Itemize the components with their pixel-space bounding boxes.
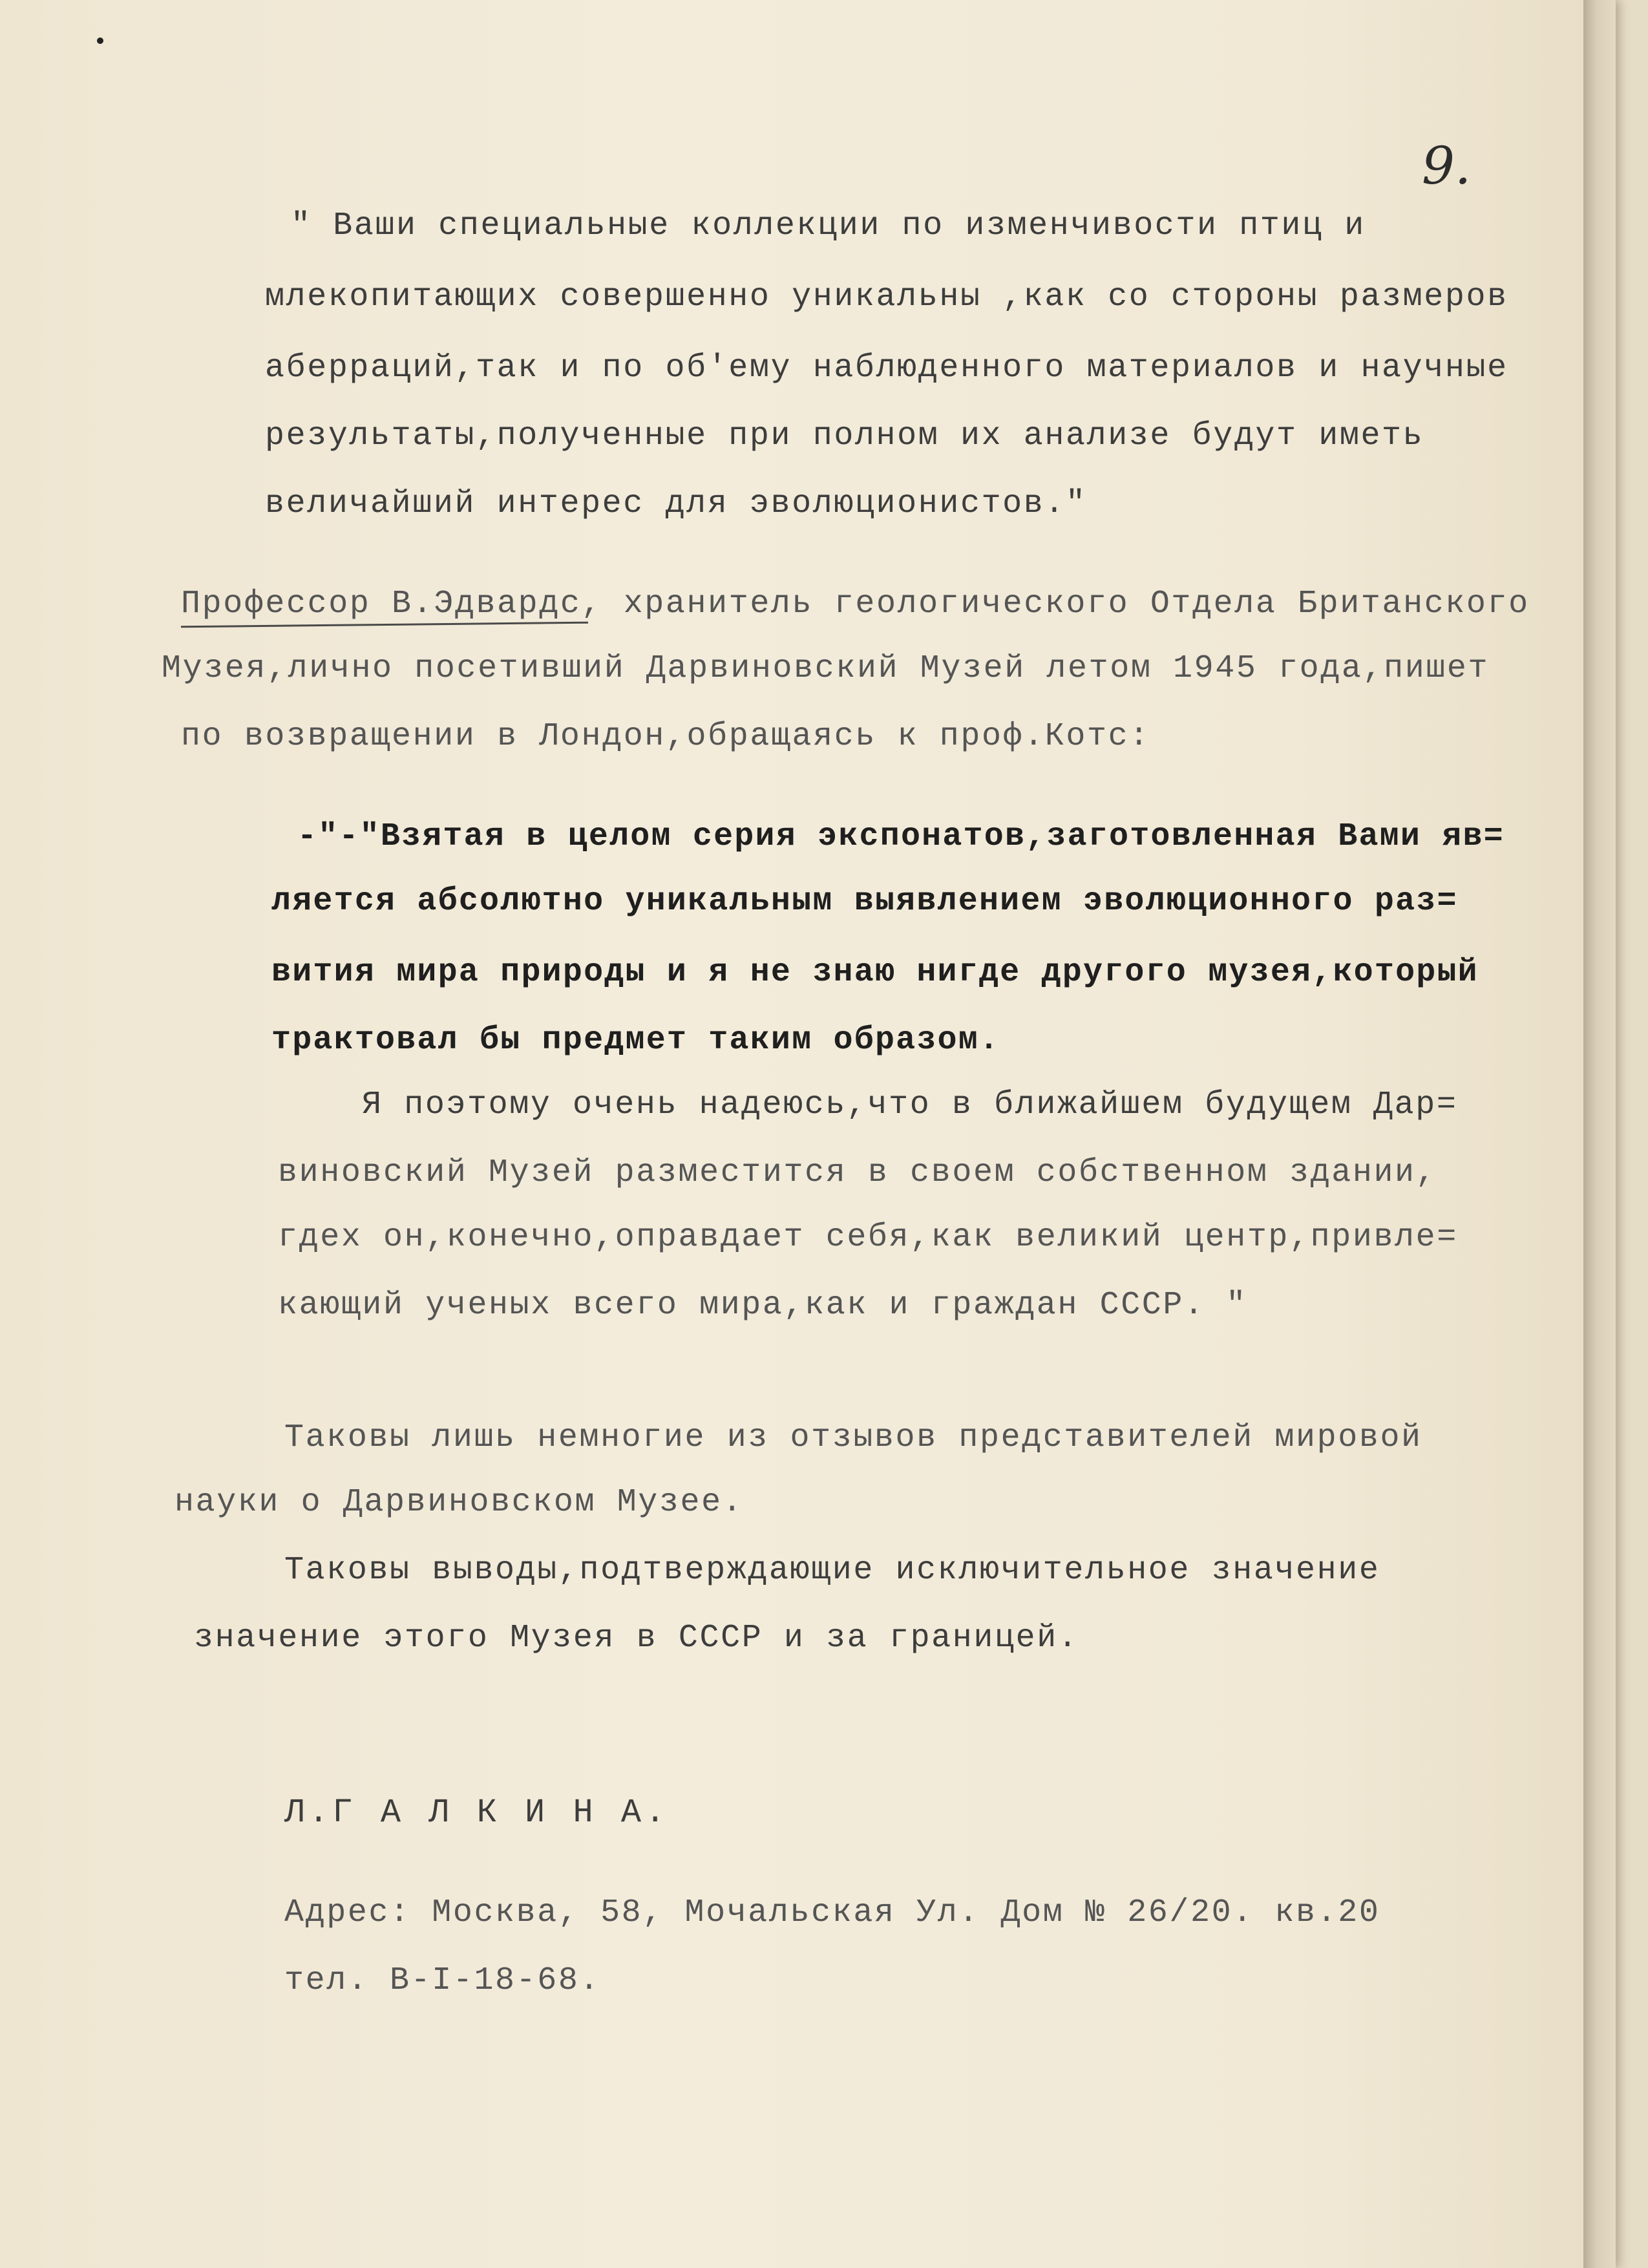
quote3-line: кающий ученых всего мира,как и граждан СССР. " xyxy=(278,1287,1247,1324)
quote2-line: ляется абсолютно уникальным выявлением эволюционного раз= xyxy=(271,883,1458,920)
quote1-line: величайший интерес для эволюционистов." xyxy=(265,485,1087,522)
edwards-intro-line: Профессор В.Эдвардс, хранитель геологического Отдела Британского xyxy=(181,586,1530,622)
quote3-line: Я поэтому очень надеюсь,что в ближайшем будущем Дар= xyxy=(362,1086,1458,1123)
quote2-line: трактовал бы предмет таким образом. xyxy=(271,1022,1000,1059)
signature-address: Адрес: Москва, 58, Мочальская Ул. Дом № 26/20. кв.20 xyxy=(284,1894,1380,1931)
edwards-intro-line: Музея,лично посетивший Дарвиновский Музей летом 1945 года,пишет xyxy=(162,650,1490,687)
page-number: 9. xyxy=(1422,136,1472,196)
edwards-intro-line: по возвращении в Лондон,обращаясь к проф.Котс: xyxy=(181,718,1150,755)
quote1-line: аберраций,так и по об'ему наблюденного материалов и научные xyxy=(265,350,1508,387)
quote1-line: результаты,полученные при полном их анализе будут иметь xyxy=(265,418,1424,454)
conclusion-line: значение этого Музея в СССР и за границей. xyxy=(194,1620,1079,1657)
quote3-line: виновский Музей разместится в своем собственном здании, xyxy=(278,1154,1437,1191)
quote2-line: -"-"Взятая в целом серия экспонатов,заготовленная Вами яв= xyxy=(297,818,1505,855)
quote1-line: " Ваши специальные коллекции по изменчивости птиц и xyxy=(291,207,1366,244)
conclusion-line: Таковы лишь немногие из отзывов представителей мировой xyxy=(284,1419,1422,1456)
signature-name: Л.Г А Л К И Н А. xyxy=(284,1794,670,1832)
quote1-line: млекопитающих совершенно уникальны ,как со стороны размеров xyxy=(265,279,1508,315)
quote2-line: вития мира природы и я не знаю нигде другого музея,который xyxy=(271,954,1479,991)
page-edge xyxy=(1583,0,1616,2268)
conclusion-line: Таковы выводы,подтверждающие исключительное значение xyxy=(284,1552,1380,1589)
signature-phone: тел. В-I-18-68. xyxy=(284,1962,601,1999)
conclusion-line: науки о Дарвиновском Музее. xyxy=(174,1484,744,1521)
ink-dot xyxy=(97,37,103,44)
quote3-line: гдех он,конечно,оправдает себя,как великий центр,привле= xyxy=(278,1219,1458,1256)
